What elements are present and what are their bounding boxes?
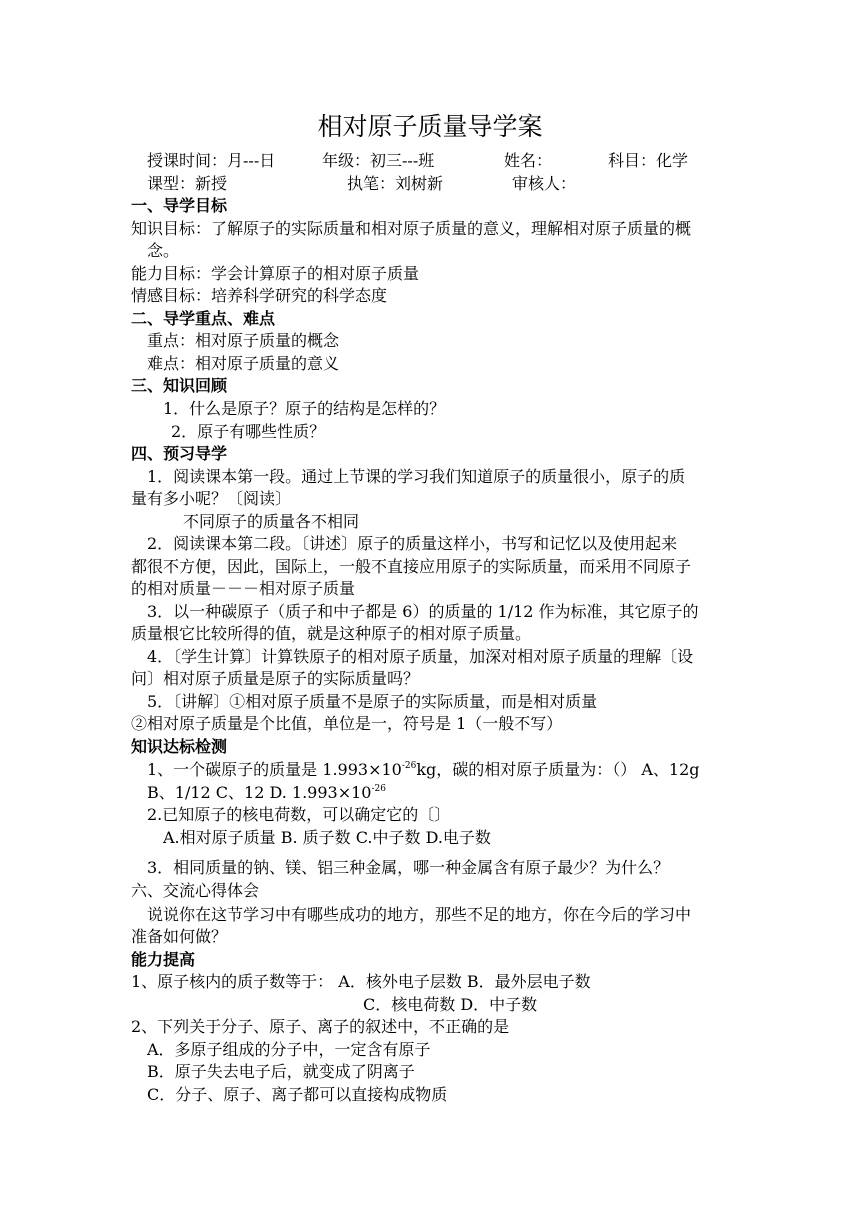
preview-4-line-2: 问〕相对原子质量是原子的实际质量吗？ bbox=[131, 669, 420, 688]
header-author: 执笔：刘树新 bbox=[347, 174, 444, 193]
review-question-1: 1．什么是原子？原子的结构是怎样的？ bbox=[163, 399, 446, 418]
knowledge-goal-line-1: 知识目标：了解原子的实际质量和相对原子质量的意义，理解相对原子质量的概 bbox=[131, 219, 692, 238]
check-question-1-options bbox=[147, 782, 386, 804]
knowledge-goal-line-2: 念。 bbox=[147, 241, 180, 260]
preview-1-line-1: 1．阅读课本第一段。通过上节课的学习我们知道原子的质量很小，原子的质 bbox=[147, 467, 686, 486]
header-grade: 年级：初三---班 bbox=[322, 151, 435, 170]
header-name: 姓名： bbox=[504, 151, 553, 170]
header-reviewer: 审核人： bbox=[512, 174, 577, 193]
check-question-2: 2.已知原子的核电荷数，可以确定它的〔〕 bbox=[147, 805, 451, 824]
emotion-goal: 情感目标：培养科学研究的科学态度 bbox=[131, 286, 388, 305]
improve-question-2-option-b: B．原子失去电子后，就变成了阴离子 bbox=[147, 1062, 415, 1081]
preview-2-line-3: 的相对质量－－－相对原子质量 bbox=[131, 579, 356, 598]
reflection-line-2: 准备如何做？ bbox=[131, 927, 228, 946]
preview-5-line-1: 5．〔讲解〕①相对原子质量不是原子的实际质量，而是相对质量 bbox=[147, 692, 598, 711]
difficult-point: 难点：相对原子质量的意义 bbox=[147, 354, 340, 373]
improve-question-1: 1、原子核内的质子数等于： A．核外电子层数 B．最外层电子数 bbox=[131, 972, 591, 991]
preview-3-line-2: 质量根它比较所得的值，就是这种原子的相对原子质量。 bbox=[131, 624, 532, 643]
check-heading: 知识达标检测 bbox=[131, 737, 228, 756]
improve-question-1-options: C．核电荷数 D．中子数 bbox=[363, 995, 538, 1014]
improve-question-2-option-a: A．多原子组成的分子中，一定含有原子 bbox=[147, 1040, 431, 1059]
section-3-heading: 三、知识回顾 bbox=[131, 376, 228, 395]
check-question-1 bbox=[147, 759, 700, 781]
check-question-1-text-rest: kg，碳的相对原子质量为：（） A、12g bbox=[416, 760, 700, 779]
check-question-1-text: 1、一个碳原子的质量是 1.993×10 bbox=[147, 760, 402, 779]
review-question-2: 2．原子有哪些性质？ bbox=[171, 422, 326, 441]
check-question-1-options-text: B、1/12 C、12 D. 1.993×10 bbox=[147, 783, 372, 802]
improve-heading: 能力提高 bbox=[131, 950, 196, 969]
improve-question-2: 2、下列关于分子、原子、离子的叙述中，不正确的是 bbox=[131, 1017, 510, 1036]
section-4-heading: 四、预习导学 bbox=[131, 444, 228, 463]
preview-3-line-1: 3．以一种碳原子（质子和中子都是 6）的质量的 1/12 作为标准，其它原子的 bbox=[147, 602, 699, 621]
preview-2-line-1: 2．阅读课本第二段。〔讲述〕原子的质量这样小，书写和记忆以及使用起来 bbox=[147, 534, 678, 553]
check-question-1-options-exponent: -26 bbox=[371, 784, 386, 794]
check-question-3: 3．相同质量的钠、镁、铝三种金属，哪一种金属含有原子最少？为什么？ bbox=[147, 858, 670, 877]
preview-1-line-2: 量有多小呢？〔阅读〕 bbox=[131, 489, 292, 508]
check-question-2-options: A.相对原子质量 B. 质子数 C.中子数 D.电子数 bbox=[163, 828, 491, 847]
section-1-heading: 一、导学目标 bbox=[131, 196, 228, 215]
ability-goal: 能力目标：学会计算原子的相对原子质量 bbox=[131, 264, 420, 283]
header-time: 授课时间：月---日 bbox=[147, 151, 276, 170]
document-title: 相对原子质量导学案 bbox=[317, 112, 543, 141]
reflection-line-1: 说说你在这节学习中有哪些成功的地方，那些不足的地方，你在今后的学习中 bbox=[147, 905, 692, 924]
header-subject: 科目：化学 bbox=[608, 151, 689, 170]
improve-question-2-option-c: C．分子、原子、离子都可以直接构成物质 bbox=[147, 1085, 448, 1104]
preview-1-line-3: 不同原子的质量各不相同 bbox=[183, 512, 360, 531]
section-2-heading: 二、导学重点、难点 bbox=[131, 309, 276, 328]
preview-2-line-2: 都很不方便，因此，国际上，一般不直接应用原子的实际质量，而采用不同原子 bbox=[131, 557, 692, 576]
key-point: 重点：相对原子质量的概念 bbox=[147, 331, 340, 350]
check-question-1-exponent: -26 bbox=[401, 761, 417, 771]
section-6-heading: 六、交流心得体会 bbox=[131, 881, 260, 900]
preview-4-line-1: 4．〔学生计算〕计算铁原子的相对原子质量，加深对相对原子质量的理解〔设 bbox=[147, 647, 694, 666]
header-type: 课型：新授 bbox=[147, 174, 228, 193]
preview-5-line-2: ②相对原子质量是个比值，单位是一，符号是 1（一般不写） bbox=[131, 714, 563, 733]
